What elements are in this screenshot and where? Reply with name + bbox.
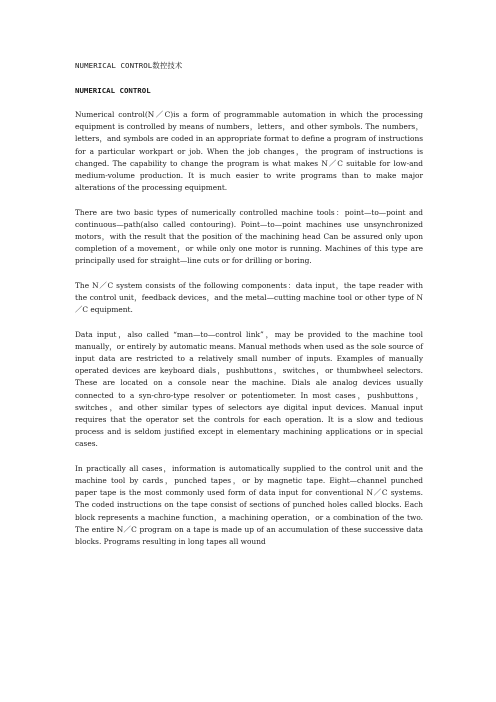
section-heading: NUMERICAL CONTROL <box>75 86 151 95</box>
document-page <box>75 60 423 560</box>
paragraph-system-components: The N／C system consists of the following components：data input，the tape reader with the control unit，feedback devices，and the metal—cutting machine tool or other type of N／C equipment. <box>75 280 423 315</box>
paragraph-machine-types: There are two basic types of numerically controlled machine tools：point—to—point and continuous—path(also called contouring). Point—to—point machines use unsynchronized motors，with the result that the position of the machining head Can be assured only upon completion of a movement，or while only one motor is running. Machines of this type are principally used for straight—line cuts or for drilling or boring. <box>75 207 423 266</box>
document-title: NUMERICAL CONTROL数控技术 <box>75 61 183 70</box>
paragraph-definition: Numerical control(N／C)is a form of programmable automation in which the processing equipment is controlled by means of numbers，letters，and other symbols. The numbers，letters，and symbols are coded in an appropriate format to define a program of instructions for a particular workpart or job. When the job changes，the program of instructions is changed. The capability to change the program is what makes N／C suitable for low-and medium-volume production. It is much easier to write programs than to make major alterations of the processing equipment. <box>75 110 423 193</box>
paragraph-automatic-input: In practically all cases，information is automatically supplied to the control unit and the machine tool by cards，punched tapes，or by magnetic tape. Eight—channel punched paper tape is the most commonly used form of data input for conventional N／C systems. The coded instructions on the tape consist of sections of punched holes called blocks. Each block represents a machine function，a machining operation，or a combination of the two. The entire N／C program on a tape is made up of an accumulation of these successive data blocks. Programs resulting in long tapes all wound <box>75 463 423 547</box>
paragraph-data-input: Data input，also called “man—to—control link”，may be provided to the machine tool manually，or entirely by automatic means. Manual methods when used as the sole source of input data are restricted to a relatively small number of inputs. Examples of manually operated devices are keyboard dials，pushbuttons，switches，or thumbwheel selectors. These are located on a console near the machine. Dials ale analog devices usually connected to a syn-chro-type resolver or potentiometer. In most cases，pushbuttons，switches，and other similar types of selectors aye digital input devices. Manual input requires that the operator set the controls for each operation. It is a slow and tedious process and is seldom justified except in elementary machining applications or in special cases. <box>75 329 423 449</box>
